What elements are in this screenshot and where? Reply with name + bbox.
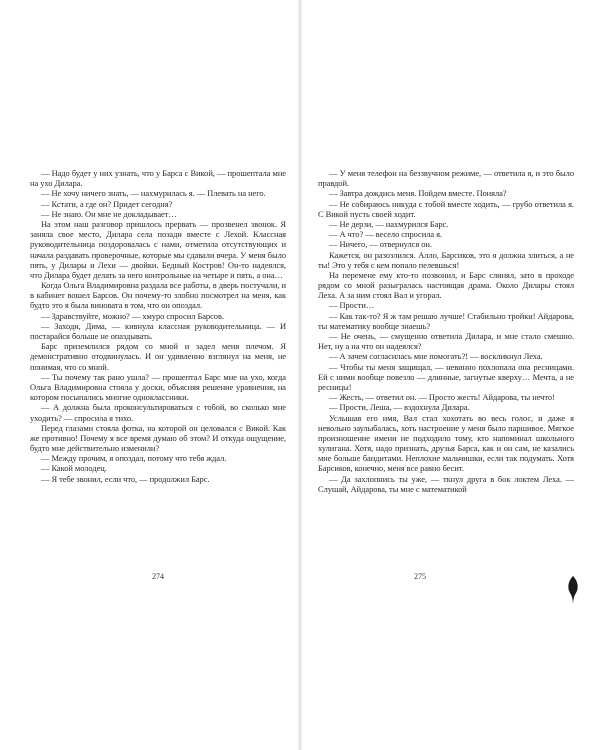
book-gutter xyxy=(298,0,302,750)
paragraph: — Здравствуйте, можно? — хмуро спросил Барсов. xyxy=(41,310,224,321)
paragraph: Кажется, он разозлился. Алло, Барсиков, это я должна злиться, а не ты! Это у тебя с кем попало пелевшься! xyxy=(318,249,574,270)
paragraph: — Не хочу ничего знать, — нахмурилась я. — Плевать на него. xyxy=(41,188,266,199)
paragraph: — Заходи, Дима, — кивнула классная руководительница. — И постарайся больше не опаздывать. xyxy=(30,320,286,341)
paragraph: — Прости… xyxy=(329,300,375,311)
paragraph: — Между прочим, я опоздал, потому что тебя ждал. xyxy=(41,453,227,464)
paragraph: Барс приземлился рядом со мной и задел меня плечом. Я демонстративно отодвинулась. И он удивленно взглянул на меня, не понимая, что со мной. xyxy=(30,341,286,372)
page-number: 274 xyxy=(152,572,164,581)
paragraph: На перемене ему кто-то позвонил, и Барс слинял, зато в проходе рядом со мной разыгралась настоящая драма. Около Дилары стоял Леха. А за ним стоял Вал и угорал. xyxy=(318,269,574,301)
paragraph: На этом наш разговор пришлось прервать — прозвенел звонок. Я заняла свое место, Дилара села позади вместе с Лехой. Классная руководительница поздоровалась с нами, отметила отсутствующих и начала раздавать проверочные, которые мы сдавали вчера. У меня было пять, у Дилары и Лехи — двойки. Бедный Костров! Он-то надеялся, что Дилара будет делать за него контрольные на четыре и пять, а она… xyxy=(30,218,286,280)
paragraph: — Завтра дождись меня. Пойдем вместе. Поняла? xyxy=(329,188,507,199)
paragraph: — А зачем согласилась мне помогать?! — воскликнул Леха. xyxy=(329,351,543,362)
paragraph: Перед глазами стояла фотка, на которой он целовался с Викой. Как же противно! Почему я все время думаю об этом? И откуда ощущение, будто мне действительно изменили? xyxy=(30,422,286,454)
paragraph: — У меня телефон на беззвучном режиме, — ответила я, и это было правдой. xyxy=(318,168,574,189)
paragraph: — А должна была проконсультироваться с тобой, во сколько мне уходить? — спросила я тихо. xyxy=(30,402,286,423)
paragraph: — Жесть, — ответил он. — Просто жесть! Айдарова, ты нечто! xyxy=(329,392,555,403)
right-page xyxy=(318,168,574,494)
paragraph: — Ничего, — отвернулся он. xyxy=(329,239,432,250)
paragraph: — Не дерзи, — нахмурился Барс. xyxy=(329,218,449,229)
paragraph: — Прости, Леша, — вздохнула Дилара. xyxy=(329,402,470,413)
paragraph: — Надо будет у них узнать, что у Барса с Викой, — прошептала мне на ухо Дилара. xyxy=(30,168,286,189)
bookmark-leaf-icon xyxy=(565,575,581,605)
paragraph: — А что? — весело спросила я. xyxy=(329,229,442,240)
right-page-text xyxy=(318,168,574,494)
paragraph: Услышав его имя, Вал стал хохотать во весь голос, и даже я невольно заулыбалась, хоть настроение у меня было паршивое. Мягкое произношение имени не подходило тому, кто напоминал школьного хулигана. Хотя, надо признать, друзья Барса, как и он сам, не казались мне больше бандитами. Неплохие мальчишки, если так подумать. Хотя Барсиков, конечно, меня все равно бесит. xyxy=(318,412,574,474)
paragraph: — Как так-то? Я ж там решаю лучше! Стабильно тройки! Айдарова, ты математику вообще знаешь? xyxy=(318,310,574,331)
paragraph: — Ты почему так рано ушла? — прошептал Барс мне на ухо, когда Ольга Владимировна стояла у доски, объясняя решение уравнения, на котором посыпались многие одноклассники. xyxy=(30,371,286,403)
paragraph: — Не очень, — смущенно ответила Дилара, и мне стало смешно. Нет, ну а на что он надеялся? xyxy=(318,331,574,352)
paragraph: — Какой молодец. xyxy=(41,463,107,474)
left-page xyxy=(30,168,286,484)
paragraph: — Не знаю. Он мне не докладывает… xyxy=(41,208,177,219)
left-page-text xyxy=(30,168,286,484)
paragraph: — Я тебе звонил, если что, — продолжил Барс. xyxy=(41,473,210,484)
paragraph: — Не собираюсь никуда с тобой вместе ходить, — грубо ответила я. С Викой пусть своей ходит. xyxy=(318,198,574,219)
leaf-shape xyxy=(568,576,577,604)
paragraph: — Кстати, а где он? Придет сегодня? xyxy=(41,198,173,209)
paragraph: — Чтобы ты меня защищал, — невинно похлопала она ресницами. Ей с ними вообще повезло — длинные, загнутые кверху… Мечта, а не ресницы! xyxy=(318,361,574,392)
paragraph: — Да захлопнись ты уже, — ткнул друга в бок локтем Леха. — Слушай, Айдарова, ты мне с математикой xyxy=(318,473,574,494)
page-number: 275 xyxy=(414,572,426,581)
paragraph: Когда Ольга Владимировна раздала все работы, в дверь постучали, и в кабинет вошел Барсов. Он почему-то злобно посмотрел на меня, как будто это я была виновата в том, что он опоздал. xyxy=(30,280,287,311)
